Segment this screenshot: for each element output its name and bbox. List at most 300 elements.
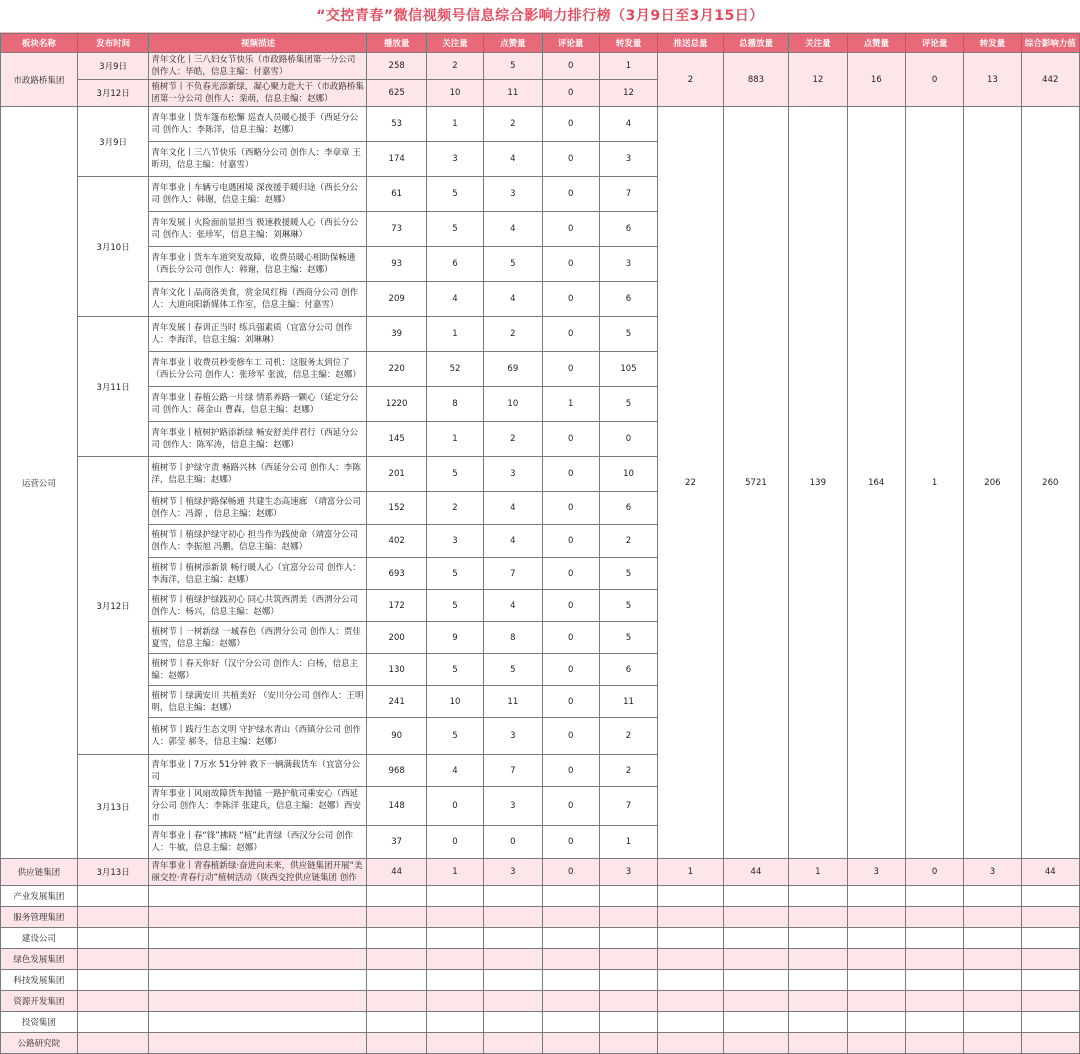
block-name-cell: 建设公司 xyxy=(1,928,78,949)
share-count-cell: 2 xyxy=(599,718,657,755)
empty-cell xyxy=(599,907,657,928)
share-count-cell: 5 xyxy=(599,558,657,590)
share-count-cell: 6 xyxy=(599,212,657,247)
comment-count-cell: 0 xyxy=(542,859,599,886)
column-header: 转发量 xyxy=(599,34,657,53)
video-description-cell: 青年发展丨火险面前显担当 极速救援暖人心（西长分公司 创作人：张珍军，信息主编：刘琳琳） xyxy=(149,212,367,247)
column-header: 推送总量 xyxy=(658,34,724,53)
comment-count-cell: 0 xyxy=(542,686,599,718)
play-count-cell: 39 xyxy=(367,317,426,352)
empty-cell xyxy=(77,949,149,970)
like-count-cell: 5 xyxy=(484,247,542,282)
share-count-cell: 3 xyxy=(599,247,657,282)
empty-cell xyxy=(723,991,789,1012)
publish-date-cell: 3月12日 xyxy=(77,80,149,107)
empty-cell xyxy=(367,1012,426,1033)
empty-cell xyxy=(847,928,905,949)
empty-cell xyxy=(426,928,483,949)
video-description-cell: 植树节丨植树添新景 畅行暖人心（宜富分公司 创作人：李海洋，信息主编：赵娜） xyxy=(149,558,367,590)
empty-cell xyxy=(484,970,542,991)
follow-count-cell: 5 xyxy=(426,212,483,247)
like-count-cell: 3 xyxy=(484,787,542,826)
video-description-cell: 青年事业丨植树护路添新绿 畅安舒美伴君行（西延分公司 创作人：陈军涛，信息主编：赵娜） xyxy=(149,422,367,457)
ranking-table xyxy=(0,33,1080,1054)
empty-cell xyxy=(723,928,789,949)
empty-cell xyxy=(723,886,789,907)
empty-cell xyxy=(723,907,789,928)
column-header: 综合影响力值 xyxy=(1021,34,1079,53)
column-header: 关注量 xyxy=(789,34,847,53)
like-count-cell: 3 xyxy=(484,177,542,212)
push-total-cell: 1 xyxy=(658,859,724,886)
play-count-cell: 172 xyxy=(367,590,426,622)
empty-cell xyxy=(658,1033,724,1054)
like-count-cell: 11 xyxy=(484,80,542,107)
empty-cell xyxy=(77,1012,149,1033)
play-count-cell: 625 xyxy=(367,80,426,107)
share-count-cell: 7 xyxy=(599,177,657,212)
empty-cell xyxy=(847,991,905,1012)
empty-cell xyxy=(789,928,847,949)
empty-cell xyxy=(964,886,1021,907)
empty-cell xyxy=(789,886,847,907)
empty-cell xyxy=(789,907,847,928)
share-count-cell: 11 xyxy=(599,686,657,718)
follow-count-cell: 2 xyxy=(426,492,483,525)
empty-cell xyxy=(77,970,149,991)
empty-cell xyxy=(149,970,367,991)
empty-cell xyxy=(599,991,657,1012)
empty-cell xyxy=(658,886,724,907)
video-description-cell: 植树节丨春天你好（汉宁分公司 创作人：白杨，信息主编：赵娜） xyxy=(149,654,367,686)
play-count-cell: 968 xyxy=(367,755,426,787)
column-header: 评论量 xyxy=(542,34,599,53)
follow-count-cell: 4 xyxy=(426,755,483,787)
empty-cell xyxy=(367,1033,426,1054)
empty-cell xyxy=(367,886,426,907)
video-description-cell: 植树节丨一树新绿 一城春色（西渭分公司 创作人：贾佳夏雪，信息主编：赵娜） xyxy=(149,622,367,654)
like-count-cell: 7 xyxy=(484,558,542,590)
like-count-cell: 3 xyxy=(484,718,542,755)
follow-count-cell: 10 xyxy=(426,80,483,107)
empty-cell xyxy=(599,970,657,991)
empty-cell xyxy=(964,928,1021,949)
empty-cell xyxy=(367,949,426,970)
play-count-cell: 53 xyxy=(367,107,426,142)
empty-cell xyxy=(149,928,367,949)
empty-cell xyxy=(484,991,542,1012)
like-count-cell: 4 xyxy=(484,142,542,177)
empty-cell xyxy=(484,907,542,928)
column-header: 发布时间 xyxy=(77,34,149,53)
like-count-cell: 3 xyxy=(484,859,542,886)
empty-cell xyxy=(599,949,657,970)
follow-count-cell: 5 xyxy=(426,654,483,686)
play-count-cell: 61 xyxy=(367,177,426,212)
publish-date-cell: 3月9日 xyxy=(77,107,149,177)
empty-cell xyxy=(1021,991,1079,1012)
empty-cell xyxy=(426,886,483,907)
empty-cell xyxy=(723,1033,789,1054)
play-count-cell: 209 xyxy=(367,282,426,317)
video-description-cell: 青年事业丨青春植新绿·奋进向未来，供应链集团开展“美丽交控·青春行动”植树活动（陕西交控供应链集团 创作 xyxy=(149,859,367,886)
empty-cell xyxy=(789,1012,847,1033)
empty-cell xyxy=(847,970,905,991)
follow-count-cell: 3 xyxy=(426,142,483,177)
block-name-cell: 运营公司 xyxy=(1,107,78,859)
empty-cell xyxy=(723,949,789,970)
empty-cell xyxy=(542,928,599,949)
comment-count-cell: 0 xyxy=(542,558,599,590)
empty-cell xyxy=(149,991,367,1012)
table-row xyxy=(1,53,1080,80)
empty-cell xyxy=(905,949,963,970)
like-count-cell: 4 xyxy=(484,282,542,317)
total-shares-cell: 3 xyxy=(964,859,1021,886)
total-follows-cell: 1 xyxy=(789,859,847,886)
play-count-cell: 145 xyxy=(367,422,426,457)
follow-count-cell: 5 xyxy=(426,177,483,212)
play-count-cell: 44 xyxy=(367,859,426,886)
publish-date-cell: 3月11日 xyxy=(77,317,149,457)
comment-count-cell: 0 xyxy=(542,787,599,826)
play-count-cell: 220 xyxy=(367,352,426,387)
comment-count-cell: 0 xyxy=(542,317,599,352)
play-count-cell: 693 xyxy=(367,558,426,590)
publish-date-cell: 3月9日 xyxy=(77,53,149,80)
comment-count-cell: 0 xyxy=(542,53,599,80)
share-count-cell: 7 xyxy=(599,787,657,826)
follow-count-cell: 1 xyxy=(426,859,483,886)
play-count-cell: 174 xyxy=(367,142,426,177)
follow-count-cell: 5 xyxy=(426,457,483,492)
empty-cell xyxy=(367,970,426,991)
block-name-cell: 服务管理集团 xyxy=(1,907,78,928)
table-row xyxy=(1,907,1080,928)
empty-cell xyxy=(77,907,149,928)
empty-cell xyxy=(789,1033,847,1054)
empty-cell xyxy=(905,1012,963,1033)
empty-cell xyxy=(658,970,724,991)
empty-cell xyxy=(658,907,724,928)
empty-cell xyxy=(542,886,599,907)
play-count-cell: 130 xyxy=(367,654,426,686)
block-name-cell: 投资集团 xyxy=(1,1012,78,1033)
video-description-cell: 青年事业丨7万水 51分钟 救下一辆满载货车（宜富分公司 xyxy=(149,755,367,787)
video-description-cell: 青年文化丨三八妇女节快乐（市政路桥集团第一分公司 创作人：毕皓，信息主编：付嘉雪） xyxy=(149,53,367,80)
share-count-cell: 1 xyxy=(599,826,657,859)
share-count-cell: 6 xyxy=(599,282,657,317)
share-count-cell: 5 xyxy=(599,387,657,422)
follow-count-cell: 52 xyxy=(426,352,483,387)
empty-cell xyxy=(964,970,1021,991)
comment-count-cell: 0 xyxy=(542,590,599,622)
empty-cell xyxy=(149,1012,367,1033)
play-count-cell: 1220 xyxy=(367,387,426,422)
empty-cell xyxy=(964,949,1021,970)
total-follows-cell: 12 xyxy=(789,53,847,107)
empty-cell xyxy=(77,928,149,949)
share-count-cell: 105 xyxy=(599,352,657,387)
play-count-cell: 402 xyxy=(367,525,426,558)
empty-cell xyxy=(658,949,724,970)
video-description-cell: 植树节丨植绿护绿践初心 同心共筑西渭美（西渭分公司 创作人：杨兴，信息主编：赵娜） xyxy=(149,590,367,622)
video-description-cell: 青年事业丨春植公路一片绿 情系养路一颗心（延定分公司 创作人：蒋金山 曹森，信息主编：赵娜） xyxy=(149,387,367,422)
video-description-cell: 植树节丨不负春光添新绿，凝心聚力赴大干（市政路桥集团第一分公司 创作人：栾萌，信息主编：赵娜） xyxy=(149,80,367,107)
empty-cell xyxy=(542,1012,599,1033)
share-count-cell: 5 xyxy=(599,590,657,622)
follow-count-cell: 1 xyxy=(426,317,483,352)
share-count-cell: 4 xyxy=(599,107,657,142)
empty-cell xyxy=(484,928,542,949)
block-name-cell: 科技发展集团 xyxy=(1,970,78,991)
block-name-cell: 产业发展集团 xyxy=(1,886,78,907)
empty-cell xyxy=(542,991,599,1012)
empty-cell xyxy=(599,886,657,907)
video-description-cell: 青年文化丨三八节快乐（西略分公司 创作人：李章章 王昕玥，信息主编：付嘉雪） xyxy=(149,142,367,177)
like-count-cell: 4 xyxy=(484,525,542,558)
like-count-cell: 7 xyxy=(484,755,542,787)
follow-count-cell: 0 xyxy=(426,826,483,859)
empty-cell xyxy=(1021,1033,1079,1054)
like-count-cell: 2 xyxy=(484,317,542,352)
comment-count-cell: 0 xyxy=(542,282,599,317)
video-description-cell: 植树节丨植绿护路保畅通 共建生态高速廊 （靖富分公司 创作人：冯源 ，信息主编：赵娜） xyxy=(149,492,367,525)
column-header: 转发量 xyxy=(964,34,1021,53)
comment-count-cell: 0 xyxy=(542,352,599,387)
comment-count-cell: 0 xyxy=(542,212,599,247)
empty-cell xyxy=(964,991,1021,1012)
video-description-cell: 青年事业丨春“锋”拂晓 “植”此青绿（西汉分公司 创作人：牛敏，信息主编：赵娜） xyxy=(149,826,367,859)
like-count-cell: 8 xyxy=(484,622,542,654)
total-comments-cell: 0 xyxy=(905,859,963,886)
table-row xyxy=(1,1033,1080,1054)
follow-count-cell: 1 xyxy=(426,422,483,457)
empty-cell xyxy=(367,928,426,949)
influence-value-cell: 442 xyxy=(1021,53,1079,107)
empty-cell xyxy=(723,970,789,991)
block-name-cell: 公路研究院 xyxy=(1,1033,78,1054)
empty-cell xyxy=(905,928,963,949)
table-row xyxy=(1,1012,1080,1033)
like-count-cell: 3 xyxy=(484,457,542,492)
empty-cell xyxy=(789,970,847,991)
play-count-cell: 241 xyxy=(367,686,426,718)
video-description-cell: 植树节丨践行生态文明 守护绿水青山（西镇分公司 创作人：郭莹 郝冬，信息主编：赵娜） xyxy=(149,718,367,755)
empty-cell xyxy=(1021,907,1079,928)
like-count-cell: 4 xyxy=(484,492,542,525)
empty-cell xyxy=(77,991,149,1012)
empty-cell xyxy=(1021,949,1079,970)
empty-cell xyxy=(964,1012,1021,1033)
like-count-cell: 69 xyxy=(484,352,542,387)
column-header: 评论量 xyxy=(905,34,963,53)
table-row xyxy=(1,107,1080,142)
empty-cell xyxy=(789,949,847,970)
total-shares-cell: 206 xyxy=(964,107,1021,859)
comment-count-cell: 0 xyxy=(542,422,599,457)
empty-cell xyxy=(542,970,599,991)
publish-date-cell: 3月12日 xyxy=(77,457,149,755)
comment-count-cell: 0 xyxy=(542,247,599,282)
video-description-cell: 植树节丨护绿守责 畅路兴林（西延分公司 创作人：李陈洋，信息主编：赵娜） xyxy=(149,457,367,492)
empty-cell xyxy=(1021,928,1079,949)
block-name-cell: 资源开发集团 xyxy=(1,991,78,1012)
empty-cell xyxy=(426,949,483,970)
empty-cell xyxy=(367,907,426,928)
empty-cell xyxy=(1021,970,1079,991)
empty-cell xyxy=(847,949,905,970)
comment-count-cell: 0 xyxy=(542,107,599,142)
total-plays-cell: 883 xyxy=(723,53,789,107)
empty-cell xyxy=(426,907,483,928)
follow-count-cell: 2 xyxy=(426,53,483,80)
total-likes-cell: 164 xyxy=(847,107,905,859)
like-count-cell: 4 xyxy=(484,212,542,247)
push-total-cell: 22 xyxy=(658,107,724,859)
share-count-cell: 5 xyxy=(599,622,657,654)
play-count-cell: 152 xyxy=(367,492,426,525)
empty-cell xyxy=(542,907,599,928)
table-row xyxy=(1,859,1080,886)
empty-cell xyxy=(542,949,599,970)
empty-cell xyxy=(542,1033,599,1054)
empty-cell xyxy=(658,928,724,949)
column-header: 点赞量 xyxy=(847,34,905,53)
empty-cell xyxy=(847,907,905,928)
share-count-cell: 2 xyxy=(599,755,657,787)
empty-cell xyxy=(77,886,149,907)
table-row xyxy=(1,991,1080,1012)
share-count-cell: 3 xyxy=(599,859,657,886)
empty-cell xyxy=(149,886,367,907)
empty-cell xyxy=(1021,1012,1079,1033)
empty-cell xyxy=(905,991,963,1012)
play-count-cell: 258 xyxy=(367,53,426,80)
video-description-cell: 青年事业丨风扇故障货车抛锚 一路护航司乘安心（西延分公司 创作人：李陈洋 张建兵，信息主编：赵娜）西安市 xyxy=(149,787,367,826)
play-count-cell: 93 xyxy=(367,247,426,282)
play-count-cell: 200 xyxy=(367,622,426,654)
empty-cell xyxy=(723,1012,789,1033)
video-description-cell: 青年事业丨货车车道突发故障，收费员暖心相助保畅通（西长分公司 创作人：韩谢，信息主编：赵娜） xyxy=(149,247,367,282)
like-count-cell: 10 xyxy=(484,387,542,422)
total-comments-cell: 0 xyxy=(905,53,963,107)
empty-cell xyxy=(905,970,963,991)
like-count-cell: 4 xyxy=(484,590,542,622)
total-comments-cell: 1 xyxy=(905,107,963,859)
table-row xyxy=(1,949,1080,970)
follow-count-cell: 9 xyxy=(426,622,483,654)
column-header: 总播放量 xyxy=(723,34,789,53)
comment-count-cell: 0 xyxy=(542,718,599,755)
page-title: “交控青春”微信视频号信息综合影响力排行榜（3月9日至3月15日） xyxy=(0,0,1080,33)
follow-count-cell: 5 xyxy=(426,558,483,590)
follow-count-cell: 5 xyxy=(426,590,483,622)
publish-date-cell: 3月13日 xyxy=(77,755,149,859)
like-count-cell: 5 xyxy=(484,53,542,80)
empty-cell xyxy=(599,928,657,949)
influence-value-cell: 260 xyxy=(1021,107,1079,859)
video-description-cell: 青年事业丨货车篷布松懈 巡查人员暖心援手（西延分公司 创作人：李陈洋，信息主编：赵娜） xyxy=(149,107,367,142)
like-count-cell: 5 xyxy=(484,654,542,686)
follow-count-cell: 5 xyxy=(426,718,483,755)
empty-cell xyxy=(905,1033,963,1054)
empty-cell xyxy=(658,991,724,1012)
follow-count-cell: 3 xyxy=(426,525,483,558)
follow-count-cell: 1 xyxy=(426,107,483,142)
comment-count-cell: 0 xyxy=(542,525,599,558)
play-count-cell: 37 xyxy=(367,826,426,859)
block-name-cell: 绿色发展集团 xyxy=(1,949,78,970)
empty-cell xyxy=(658,1012,724,1033)
follow-count-cell: 8 xyxy=(426,387,483,422)
comment-count-cell: 0 xyxy=(542,142,599,177)
video-description-cell: 青年事业丨车辆亏电遇困境 深夜援手暖归途（西长分公司 创作人：韩谢，信息主编：赵娜） xyxy=(149,177,367,212)
table-row xyxy=(1,886,1080,907)
column-header: 点赞量 xyxy=(484,34,542,53)
empty-cell xyxy=(484,1033,542,1054)
share-count-cell: 6 xyxy=(599,654,657,686)
empty-cell xyxy=(847,1012,905,1033)
total-likes-cell: 3 xyxy=(847,859,905,886)
share-count-cell: 2 xyxy=(599,525,657,558)
table-header-row xyxy=(1,34,1080,53)
follow-count-cell: 6 xyxy=(426,247,483,282)
total-likes-cell: 16 xyxy=(847,53,905,107)
column-header: 播放量 xyxy=(367,34,426,53)
empty-cell xyxy=(1021,886,1079,907)
share-count-cell: 1 xyxy=(599,53,657,80)
like-count-cell: 0 xyxy=(484,826,542,859)
influence-value-cell: 44 xyxy=(1021,859,1079,886)
total-plays-cell: 44 xyxy=(723,859,789,886)
empty-cell xyxy=(599,1033,657,1054)
like-count-cell: 2 xyxy=(484,107,542,142)
comment-count-cell: 0 xyxy=(542,492,599,525)
empty-cell xyxy=(599,1012,657,1033)
empty-cell xyxy=(426,970,483,991)
video-description-cell: 青年文化丨品商洛美食，赏金凤红梅（西商分公司 创作人：大道向阳新媒体工作室，信息主编：付嘉雪） xyxy=(149,282,367,317)
empty-cell xyxy=(426,1033,483,1054)
empty-cell xyxy=(905,907,963,928)
share-count-cell: 0 xyxy=(599,422,657,457)
empty-cell xyxy=(484,1012,542,1033)
total-shares-cell: 13 xyxy=(964,53,1021,107)
video-description-cell: 青年事业丨收费员秒变修车工 司机：这服务太到位了（西长分公司 创作人：张珍军 张波，信息主编：赵娜） xyxy=(149,352,367,387)
comment-count-cell: 0 xyxy=(542,80,599,107)
comment-count-cell: 1 xyxy=(542,387,599,422)
empty-cell xyxy=(149,907,367,928)
push-total-cell: 2 xyxy=(658,53,724,107)
video-description-cell: 植树节丨绿满安川 共植美好 （安川分公司 创作人：王明明，信息主编：赵娜） xyxy=(149,686,367,718)
publish-date-cell: 3月10日 xyxy=(77,177,149,317)
comment-count-cell: 0 xyxy=(542,177,599,212)
follow-count-cell: 0 xyxy=(426,787,483,826)
like-count-cell: 2 xyxy=(484,422,542,457)
comment-count-cell: 0 xyxy=(542,755,599,787)
total-follows-cell: 139 xyxy=(789,107,847,859)
column-header: 关注量 xyxy=(426,34,483,53)
empty-cell xyxy=(789,991,847,1012)
empty-cell xyxy=(426,1012,483,1033)
empty-cell xyxy=(905,886,963,907)
block-name-cell: 供应链集团 xyxy=(1,859,78,886)
column-header: 视频描述 xyxy=(149,34,367,53)
table-row xyxy=(1,928,1080,949)
empty-cell xyxy=(484,949,542,970)
empty-cell xyxy=(426,991,483,1012)
play-count-cell: 73 xyxy=(367,212,426,247)
